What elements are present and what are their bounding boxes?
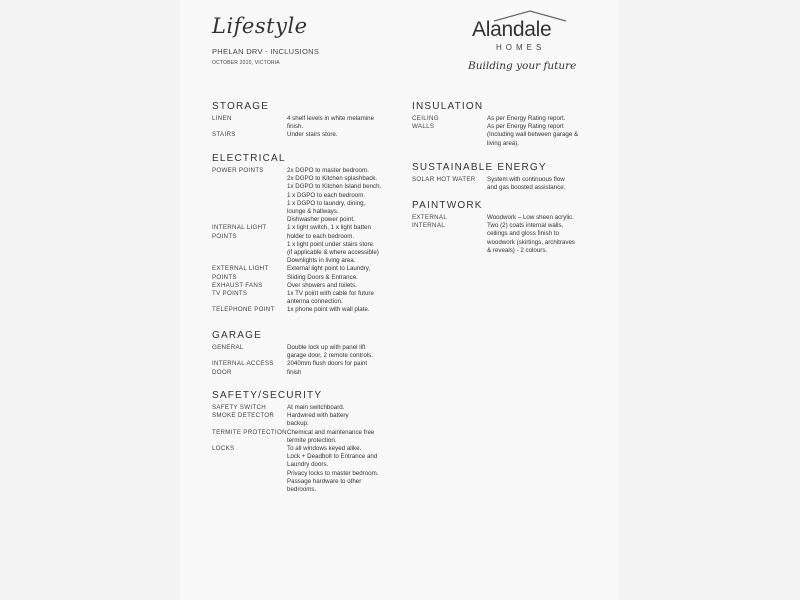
spec-label: TELEPHONE POINT (212, 306, 275, 314)
spec-value (287, 445, 407, 494)
section-heading: ELECTRICAL (212, 153, 286, 164)
spec-value-line: 1x TV point with cable for future (287, 290, 374, 298)
spec-label: STAIRS (212, 131, 236, 139)
spec-value-line: 1 x light point under stairs store. (287, 240, 375, 248)
spec-value (487, 123, 609, 148)
spec-row (412, 115, 609, 123)
spec-row (412, 214, 609, 222)
spec-value-line: Hardwired with battery (287, 412, 349, 420)
spec-value (287, 115, 407, 131)
spec-value-line: System with continuous flow (487, 176, 565, 183)
spec-row (212, 167, 407, 224)
spec-value-line: Downlights in living area. (287, 257, 356, 265)
section-heading: STORAGE (212, 101, 270, 112)
spec-value (487, 115, 609, 123)
spec-label: LINEN (212, 115, 232, 122)
spec-value-line: 1 x DGPO to laundry, dining, (287, 199, 366, 207)
spec-value-line: Laundry doors. (287, 461, 329, 469)
spec-row (412, 222, 609, 255)
spec-row (212, 429, 407, 445)
spec-value (287, 290, 407, 306)
spec-row (212, 131, 407, 139)
section-insulation (412, 101, 609, 148)
spec-value-line: Woodwork – Low sheen acrylic. (487, 214, 574, 221)
spec-value-line: 2x DGPO to master bedroom. (287, 167, 369, 174)
spec-value-line: 1x phone point with wall plate. (287, 306, 370, 314)
spec-value (287, 167, 407, 224)
spec-value-line: Over showers and toilets. (287, 281, 357, 289)
spec-value-line: As per Energy Rating report. (487, 115, 566, 122)
spec-value-line: ceilings and gloss finish to (487, 230, 559, 238)
logo-name: Alandale (472, 18, 552, 41)
spec-value-line: garage door, 2 remote controls. (287, 352, 373, 360)
spec-row (412, 123, 609, 148)
spec-value-line: To all windows keyed alike. (287, 445, 362, 453)
spec-value-line: backup. (287, 420, 309, 428)
spec-value (287, 131, 407, 139)
section-heading: SAFETY/SECURITY (212, 390, 323, 401)
spec-value-line: Dishwasher power point. (287, 216, 355, 224)
spec-value (487, 214, 609, 222)
spec-value-line: Under stairs store. (287, 131, 338, 139)
spec-label: POWER POINTS (212, 167, 264, 174)
spec-value-line: Lock + Deadbolt to Entrance and (287, 453, 378, 461)
spec-value-line: living area). (487, 139, 519, 147)
spec-label: LOCKS (212, 445, 235, 453)
spec-label: WALLS (412, 123, 435, 131)
spec-row (212, 224, 407, 265)
spec-value-line: woodwork (skirtings, architraves (487, 238, 576, 246)
section-heading: PAINTWORK (412, 200, 483, 211)
spec-value-line: 1x DGPO to Kitchen Island bench. (287, 183, 382, 191)
spec-value (487, 222, 609, 255)
spec-label: SAFETY SWITCH (212, 404, 266, 411)
spec-label: TERMITE PROTECTION (212, 428, 287, 436)
alandale-logo (464, 10, 594, 76)
spec-row (212, 445, 407, 494)
spec-value-line: bedrooms. (287, 486, 317, 494)
spec-value-line: termite protection. (287, 436, 337, 444)
spec-value (287, 344, 407, 360)
spec-row (212, 306, 407, 314)
spec-value-line: Two (2) coats internal walls, (487, 222, 564, 230)
spec-value-line: 1 x light switch, 1 x light batten (287, 224, 371, 232)
spec-label: SMOKE DETECTOR (212, 412, 275, 420)
document-title: Lifestyle (212, 14, 308, 38)
section-heading: INSULATION (412, 101, 484, 112)
spec-value-line: holder to each bedroom. (287, 232, 355, 240)
spec-value-line: (Including wall between garage & (487, 131, 579, 139)
spec-value-line: Privacy locks to master bedroom. (287, 469, 379, 477)
spec-label: EXTERNAL LIGHT POINTS (212, 265, 269, 281)
spec-row (212, 360, 407, 376)
spec-value (287, 429, 407, 445)
spec-value (487, 176, 609, 192)
section-heading: SUSTAINABLE ENERGY (412, 162, 547, 173)
spec-row (212, 344, 407, 360)
spec-label: INTERNAL (412, 222, 445, 230)
spec-value-line: (if applicable & where accessible) (287, 249, 379, 257)
spec-value (287, 360, 407, 376)
section-paintwork (412, 200, 609, 255)
spec-label: GENERAL (212, 344, 244, 351)
spec-value (287, 306, 407, 314)
spec-value-line: lounge & hallways. (287, 208, 339, 216)
spec-value (287, 224, 407, 265)
spec-value-line: 4 shelf levels in white melamine (287, 115, 375, 122)
spec-label: SOLAR HOT WATER (412, 176, 476, 183)
spec-row (212, 404, 407, 412)
spec-value-line: & reveals) - 2 colours. (487, 246, 548, 254)
spec-value-line: At main switchboard. (287, 404, 345, 411)
section-storage (212, 101, 407, 140)
spec-value-line: Double lock up with panel lift (287, 344, 366, 351)
spec-value-line: As per Energy Rating report (487, 123, 564, 131)
spec-value-line: 2x DGPO to Kitchen splashback. (287, 175, 378, 183)
spec-row (212, 115, 407, 131)
section-heading: GARAGE (212, 330, 262, 341)
spec-value-line: 2040mm flush doors for paint (287, 360, 368, 368)
spec-value-line: and gas boosted assistance. (487, 184, 566, 192)
spec-label: EXHAUST FANS (212, 281, 263, 289)
spec-row (212, 265, 407, 281)
spec-value (287, 282, 407, 290)
spec-value-line: Chemical and maintenance free (287, 428, 375, 436)
section-garage (212, 330, 407, 377)
document-date-line: OCTOBER 2010, VICTORIA (212, 60, 280, 66)
spec-value-line: Sliding Doors & Entrance. (287, 273, 358, 281)
document-page (180, 0, 618, 600)
spec-label: INTERNAL LIGHT POINTS (212, 224, 267, 240)
spec-value-line: finish. (287, 123, 304, 131)
document-subtitle: PHELAN DRV - INCLUSIONS (212, 47, 320, 56)
spec-row (212, 412, 407, 428)
section-sustainable-energy (412, 162, 609, 192)
spec-value-line: antenna connection. (287, 298, 343, 306)
spec-row (212, 282, 407, 290)
spec-label: INTERNAL ACCESS DOOR (212, 360, 274, 376)
logo-homes: HOMES (496, 43, 546, 52)
spec-label: TV POINTS (212, 290, 248, 298)
section-safety-security (212, 390, 407, 494)
section-electrical (212, 153, 407, 315)
spec-label: CEILING (412, 115, 439, 122)
spec-label: EXTERNAL (412, 214, 448, 221)
spec-row (212, 290, 407, 306)
spec-row (412, 176, 609, 192)
spec-value (287, 412, 407, 428)
logo-tagline: Building your future (468, 60, 577, 72)
spec-value-line: Passage hardware to other (287, 477, 362, 485)
spec-value-line: External light point to Laundry, (287, 265, 371, 273)
spec-value-line: 1 x DGPO to each bedroom. (287, 191, 366, 199)
spec-value-line: finish (287, 368, 302, 376)
spec-value (287, 404, 407, 412)
spec-value (287, 265, 407, 281)
